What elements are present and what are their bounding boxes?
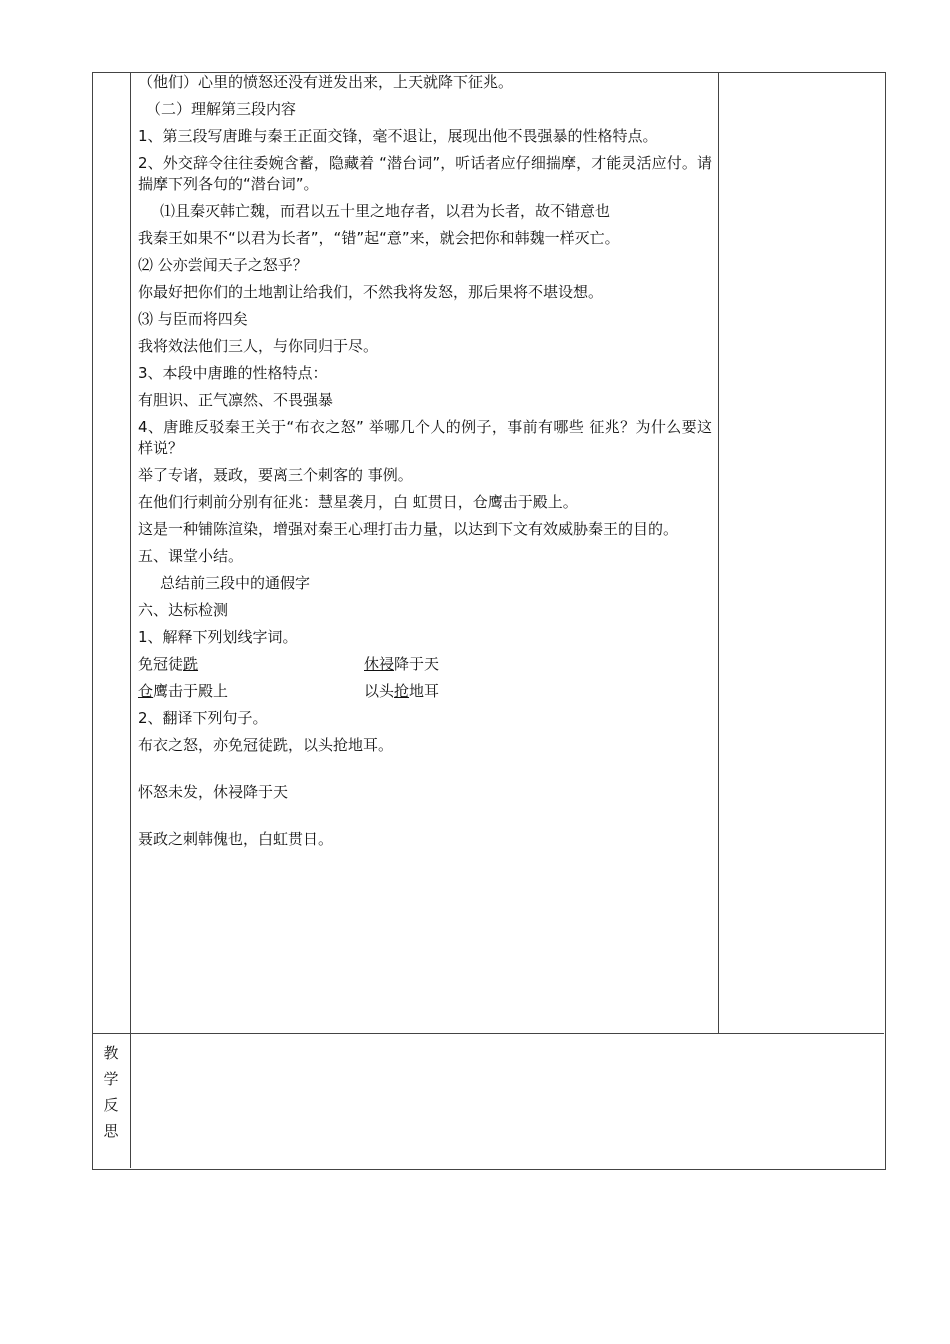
sentence-1: ⑴且秦灭韩亡魏，而君以五十里之地存者，以君为长者，故不错意也 xyxy=(160,202,611,220)
reflection-label: 教 学 反 思 xyxy=(103,1044,119,1140)
question-4-answer-2: 在他们行刺前分别有征兆：慧星袭月，白 虹贯日，仓鹰击于殿上。 xyxy=(138,493,578,511)
word-b: 休祲降于天 xyxy=(364,655,440,673)
section-two-heading: （二）理解第三段内容 xyxy=(146,100,297,118)
question-1: 1、第三段写唐雎与秦王正面交锋，毫不退让，展现出他不畏强暴的性格特点。 xyxy=(138,127,658,145)
word-a: 免冠徒跣 xyxy=(138,655,199,673)
word-pair-row-1 xyxy=(138,654,712,681)
table-row-divider xyxy=(92,1033,884,1034)
question-3: 3、本段中唐雎的性格特点： xyxy=(138,364,328,382)
summary-text: 总结前三段中的通假字 xyxy=(160,574,311,592)
word-pair-row-2 xyxy=(138,681,712,708)
question-3-answer: 有胆识、正气凛然、不畏强暴 xyxy=(138,391,334,409)
section-six-heading: 六、达标检测 xyxy=(138,601,229,619)
translate-sentence-3: 聂政之刺韩傀也，白虹贯日。 xyxy=(138,830,334,848)
sentence-2-answer: 你最好把你们的土地割让给我们，不然我将发怒，那后果将不堪设想。 xyxy=(138,283,604,301)
translate-sentence-1: 布衣之怒，亦免冠徒跣，以头抢地耳。 xyxy=(138,736,394,754)
word-c: 仓鹰击于殿上 xyxy=(138,682,229,700)
sentence-3: ⑶ 与臣而将四矣 xyxy=(138,310,248,328)
underlined-word: 仓 xyxy=(138,682,154,700)
lesson-content xyxy=(138,72,712,856)
exercise-1: 1、解释下列划线字词。 xyxy=(138,628,298,646)
table-left-column-divider xyxy=(130,72,131,1168)
exercise-2: 2、翻译下列句子。 xyxy=(138,709,268,727)
question-4: 4、唐雎反驳秦王关于“布衣之怒” 举哪几个人的例子，事前有哪些 征兆？为什么要这样说？ xyxy=(138,418,712,457)
question-4-answer-3: 这是一种铺陈渲染，增强对秦王心理打击力量，以达到下文有效威胁秦王的目的。 xyxy=(138,520,679,538)
sentence-1-answer: 我秦王如果不“以君为长者”，“错”起“意”来，就会把你和韩魏一样灭亡。 xyxy=(138,229,620,247)
word-d: 以头抢地耳 xyxy=(364,682,440,700)
table-right-column-divider xyxy=(718,72,719,1034)
translate-sentence-2: 怀怒未发，休祲降于天 xyxy=(138,783,289,801)
sentence-2: ⑵ 公亦尝闻天子之怒乎？ xyxy=(138,256,308,274)
section-five-heading: 五、课堂小结。 xyxy=(138,547,244,565)
sentence-3-answer: 我将效法他们三人，与你同归于尽。 xyxy=(138,337,379,355)
underlined-word: 跣 xyxy=(183,655,199,673)
continued-line: （他们）心里的愤怒还没有迸发出来，上天就降下征兆。 xyxy=(138,73,514,91)
underlined-word: 抢 xyxy=(394,682,410,700)
underlined-word: 休祲 xyxy=(364,655,395,673)
question-2: 2、外交辞令往往委婉含蓄，隐藏着 “潜台词”，听话者应仔细揣摩，才能灵活应付。请揣摩下列各句的“潜台词”。 xyxy=(138,154,712,193)
question-4-answer-1: 举了专诸，聂政，要离三个刺客的 事例。 xyxy=(138,466,413,484)
